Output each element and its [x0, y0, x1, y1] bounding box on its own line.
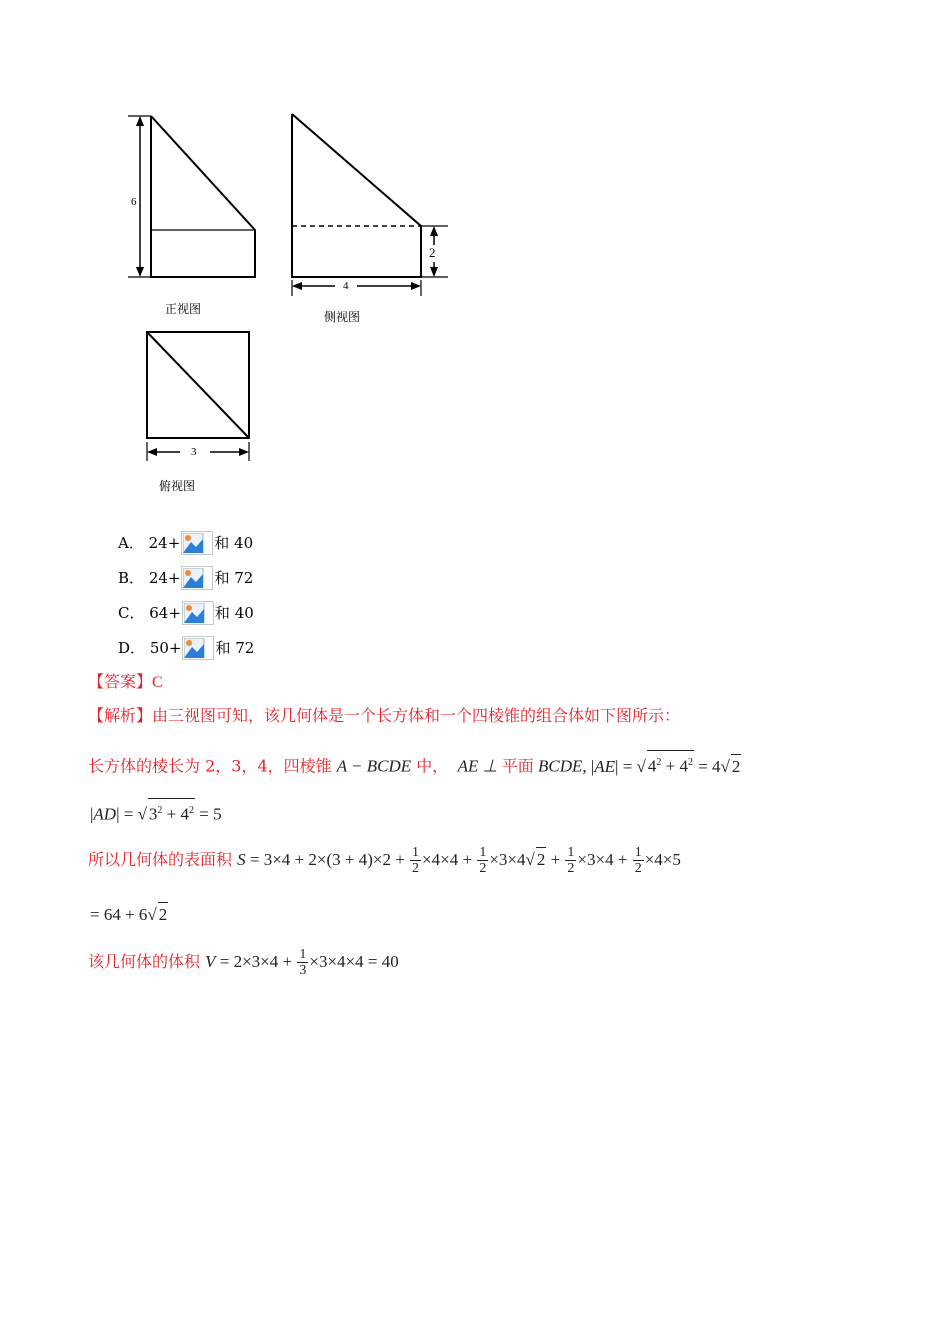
analysis-intro: [88, 704, 680, 728]
line1-plane: 平面: [501, 756, 534, 776]
option-c[interactable]: [118, 600, 254, 624]
volume-line: [88, 948, 399, 978]
analysis-line-1: [88, 750, 741, 779]
option-prefix: 24+: [148, 569, 181, 587]
broken-image-icon: [181, 531, 213, 555]
option-suffix: 和 40: [214, 604, 254, 622]
ae-length-formula: , |AE| = √ $4^2 + 4^2 = 4√$ 2: [582, 757, 741, 776]
top-width-dim: 3: [191, 446, 197, 458]
ae-perp: AE ⊥: [453, 756, 502, 776]
answer-value: C: [152, 674, 163, 691]
volume-label: 该几何体的体积: [88, 951, 201, 971]
ad-length-formula: |AD| = √ $3^2 + 4^2 = 5$: [90, 798, 222, 827]
answer-tag: 【答案】: [88, 672, 153, 691]
surface-area-line: [88, 846, 681, 876]
option-prefix: 64+: [149, 604, 181, 622]
option-suffix: 和 40: [214, 534, 254, 552]
option-letter: C．: [118, 604, 145, 622]
option-d[interactable]: [118, 635, 254, 659]
three-view-figure: [0, 0, 480, 500]
line1-text: 长方体的棱长为 2，3，4，四棱锥: [88, 756, 332, 776]
top-view-drawing: [147, 332, 249, 461]
analysis-intro-text: 由三视图可知，该几何体是一个长方体和一个四棱锥的组合体如下图所示：: [152, 706, 681, 725]
volume-formula: V = 2×3×4 + $\frac{1}{3}$ ×3×4×4 = 40: [205, 947, 399, 978]
option-letter: B．: [118, 569, 145, 587]
front-view-label: 正视图: [165, 302, 202, 316]
option-suffix: 和 72: [214, 569, 254, 587]
broken-image-icon: [182, 601, 214, 625]
plane-bcde: BCDE: [533, 756, 583, 776]
broken-image-icon: [181, 566, 213, 590]
front-height-dim: 6: [131, 196, 137, 208]
option-prefix: 50+: [149, 639, 182, 657]
line1-mid: 中，: [416, 756, 449, 776]
pyramid-name: A − BCDE: [336, 756, 412, 776]
option-b[interactable]: [118, 565, 253, 589]
option-letter: D．: [118, 639, 146, 657]
option-suffix: 和 72: [215, 639, 255, 657]
option-letter: A．: [118, 534, 144, 552]
top-view-label: 俯视图: [159, 479, 196, 493]
option-a[interactable]: [118, 530, 253, 554]
broken-image-icon: [182, 636, 214, 660]
side-width-dim: 4: [343, 280, 349, 292]
side-height-dim: 2: [429, 245, 436, 260]
side-view-label: 侧视图: [324, 310, 361, 324]
front-view-drawing: [128, 116, 255, 277]
surface-result: = 64 + 6√ 2: [90, 902, 168, 927]
answer-line: [88, 670, 163, 695]
analysis-tag: 【解析】: [88, 706, 153, 725]
side-view-drawing: [292, 114, 448, 296]
surface-label: 所以几何体的表面积: [88, 849, 233, 869]
surface-formula: S = 3×4 + 2×(3 + 4)×2 + $\frac{1}{2}$ ×4×4 + $\frac{1}{2}$ ×3×4√ 2 + $\frac{1}{2}$ ×3×4 + $\frac{1}{2}$ ×4×5: [237, 845, 681, 876]
option-prefix: 24+: [148, 534, 181, 552]
